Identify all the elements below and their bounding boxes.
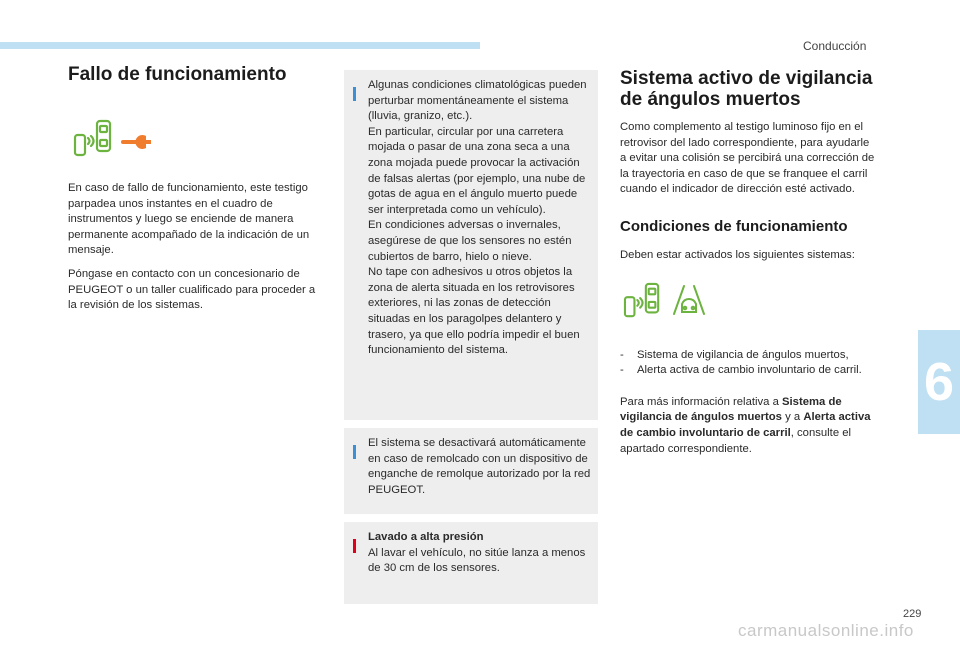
warning-box-washing xyxy=(344,522,598,604)
wrench-icon xyxy=(119,133,159,151)
info-box-weather xyxy=(344,70,598,420)
chapter-tab: 6 xyxy=(918,330,960,434)
info-box-weather-line-1: Algunas condiciones climatológicas pueden perturbar momentáneamente el sistema (lluvia, granizo, etc.). xyxy=(368,79,587,123)
warning-box-title: Lavado a alta presión xyxy=(368,531,484,543)
info-box-towing xyxy=(344,428,598,514)
more-info-paragraph xyxy=(620,395,876,457)
malfunction-paragraph-1: En caso de fallo de funcionamiento, este testigo parpadea unos instantes en el cuadro de instrumentos y luego se enciende de manera permanente acompañado de la indicación de un mensaje. xyxy=(68,182,310,257)
malfunction-title: Fallo de funcionamiento xyxy=(68,64,287,85)
more-info-link-blind-spot: Sistema de vigilancia de ángulos muertos xyxy=(620,395,842,424)
list-item: - Sistema de vigilancia de ángulos muertos, xyxy=(620,348,876,364)
list-item: - Alerta activa de cambio involuntario de carril. xyxy=(620,363,876,379)
warning-icon xyxy=(353,539,356,553)
right-column xyxy=(620,64,876,457)
blind-spot-icon xyxy=(72,119,116,159)
lane-departure-icon xyxy=(672,284,706,316)
info-icon xyxy=(353,87,356,101)
more-info-prefix: Para más información relativa a xyxy=(620,395,782,408)
operating-conditions-intro: Deben estar activados los siguientes sistemas: xyxy=(620,248,855,261)
malfunction-icons xyxy=(68,93,326,169)
more-info-mid: y a xyxy=(781,411,804,424)
info-box-weather-line-3: En condiciones adversas o invernales, asegúrese de que los sensores no estén cubiertos de barro, hielo o nieve. xyxy=(368,219,572,263)
info-box-weather-line-4: No tape con adhesivos u otros objetos la zona de alerta situada en los retrovisores exteriores, ni las zonas de detección situadas en los paragolpes delantero y trasero, ya que ello podría impedir el buen funcionamiento del sistema. xyxy=(368,266,580,357)
section-label: Conducción xyxy=(803,39,867,53)
left-column xyxy=(68,64,326,314)
malfunction-paragraph-2: Póngase en contacto con un concesionario de PEUGEOT o un taller cualificado para proceder a la revisión de los sistemas. xyxy=(68,267,316,312)
more-info-link-lane-alert: Alerta activa de cambio involuntario de carril xyxy=(620,411,871,439)
active-blind-spot-title: Sistema activo de vigilancia de ángulos muertos xyxy=(620,68,873,110)
conditions-icons xyxy=(620,276,876,328)
operating-conditions-title: Condiciones de funcionamiento xyxy=(620,217,848,235)
blind-spot-icon xyxy=(622,282,664,320)
active-blind-spot-intro: Como complemento al testigo luminoso fijo en el retrovisor del lado correspondiente, para ayudarle a evitar una colisión se percibirá una corrección de la trayectoria en caso de que se franquee el carril cuando el indicador de dirección esté activado. xyxy=(620,121,875,196)
watermark: carmanualsonline.info xyxy=(738,621,914,640)
info-box-weather-line-2: En particular, circular por una carretera mojada o pasar de una zona seca a una zona mojada puede provocar la activación de falsas alertas (por ejemplo, una nube de gotas de agua en el ángulo muerto puede ser interpretada como un vehículo). xyxy=(368,125,586,216)
top-color-bar xyxy=(0,42,480,49)
info-icon xyxy=(353,445,356,459)
warning-box-text: Al lavar el vehículo, no sitúe lanza a menos de 30 cm de los sensores. xyxy=(368,546,586,575)
page-number: 229 xyxy=(903,608,922,620)
required-systems-list xyxy=(620,348,876,379)
info-box-towing-text: El sistema se desactivará automáticamente en caso de remolcado con un dispositivo de enganche de remolque autorizado por la red PEUGEOT. xyxy=(368,437,591,496)
more-info-suffix: , consulte el apartado correspondiente. xyxy=(620,426,852,455)
